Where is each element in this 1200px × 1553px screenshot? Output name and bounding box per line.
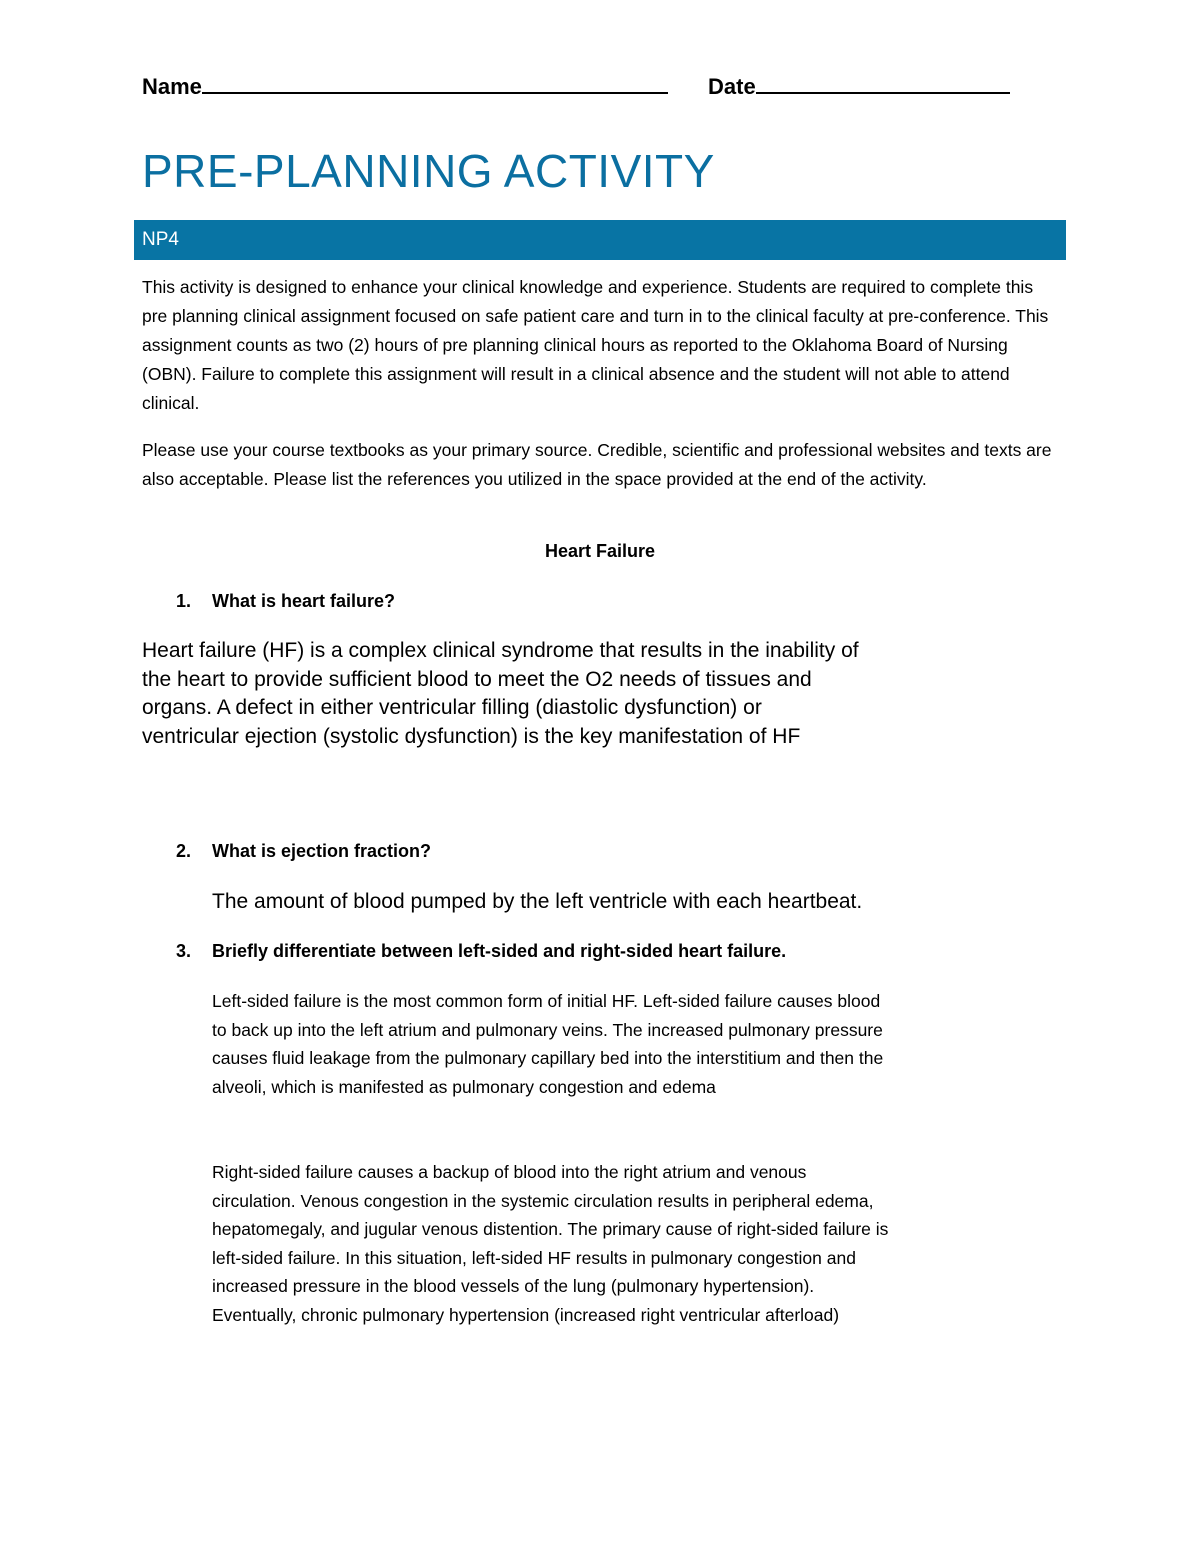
question-1-number: 1. (176, 591, 192, 611)
name-label: Name (142, 74, 202, 99)
date-blank-line (756, 88, 1010, 94)
date-label: Date (708, 74, 756, 99)
intro-paragraph-2: Please use your course textbooks as your primary source. Credible, scientific and professional websites and texts are also acceptable. Please list the references you utilized in the space provided at the end of the activity. (142, 440, 1052, 489)
question-3-text: Briefly differentiate between left-sided and right-sided heart failure. (212, 941, 787, 961)
name-date-line (142, 74, 1010, 100)
topic-heading: Heart Failure (544, 541, 656, 561)
question-2-text: What is ejection fraction? (212, 841, 432, 861)
name-blank-line (202, 88, 668, 94)
question-1-text: What is heart failure? (212, 591, 396, 611)
question-3-number: 3. (176, 941, 192, 961)
question-3 (176, 941, 786, 962)
answer-3-left-sided: Left-sided failure is the most common form of initial HF. Left-sided failure causes blood to back up into the left atrium and pulmonary veins. The increased pulmonary pressure causes fluid leakage from the pulmonary capillary bed into the interstitium and then the alveoli, which is manifested as pulmonary congestion and edema (212, 991, 884, 1097)
question-2-number: 2. (176, 841, 192, 861)
answer-1: Heart failure (HF) is a complex clinical syndrome that results in the inability of the heart to provide sufficient blood to meet the O2 needs of tissues and organs. A defect in either ventricular filling (diastolic dysfunction) or ventricular ejection (systolic dysfunction) is the key manifestation of HF (142, 639, 859, 748)
answer-2: The amount of blood pumped by the left ventricle with each heartbeat. (212, 890, 863, 913)
section-bar-label: NP4 (142, 229, 179, 250)
question-2 (176, 841, 431, 862)
page-title: PRE-PLANNING ACTIVITY (142, 145, 715, 197)
answer-3-right-sided: Right-sided failure causes a backup of blood into the right atrium and venous circulation. Venous congestion in the systemic circulation results in peripheral edema, hepatomegaly, and jugular venous distention. The primary cause of right-sided failure is left-sided failure. In this situation, left-sided HF results in pulmonary congestion and increased pressure in the blood vessels of the lung (pulmonary hypertension). Eventually, chronic pulmonary hypertension (increased right ventricular afterload) (212, 1162, 889, 1325)
section-bar (134, 220, 1066, 260)
question-1 (176, 591, 395, 612)
intro-paragraph-1: This activity is designed to enhance your clinical knowledge and experience. Students are required to complete this pre planning clinical assignment focused on safe patient care and turn in to the clinical faculty at pre-conference. This assignment counts as two (2) hours of pre planning clinical hours as reported to the Oklahoma Board of Nursing (OBN). Failure to complete this assignment will result in a clinical absence and the student will not able to attend clinical. (142, 277, 1049, 413)
